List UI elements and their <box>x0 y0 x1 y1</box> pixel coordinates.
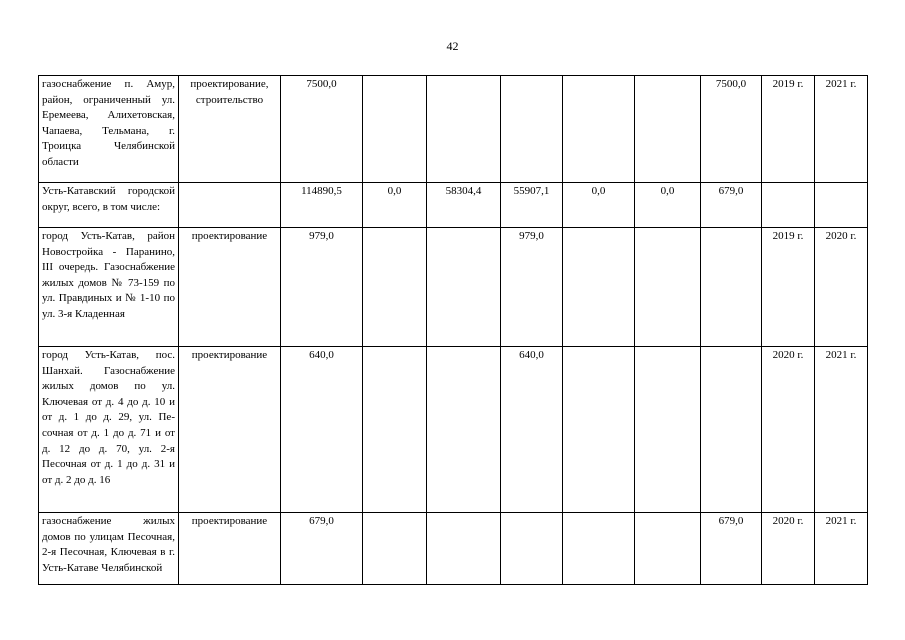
object-description: газоснабжение п. Амур, район, ограниченный ул. Еремеева, Алихетовская, Чапаева, Тельмана, г. Троицка Челябинской области <box>39 76 179 183</box>
value-col-6: 7500,0 <box>701 76 762 183</box>
start-year <box>762 183 815 228</box>
object-description: Усть-Катавский городской округ, всего, в том числе: <box>39 183 179 228</box>
object-description: город Усть-Катав, пос. Шанхай. Газоснабжение жилых домов по ул. Ключевая от д. 4 до д. 10 и от д. 1 до д. 29, ул. Песочная от д. 1 до д. 71 и от д. 12 до д. 70, ул. 2-я Песочная от д. 1 до д. 31 и от д. 2 до д. 16 <box>39 347 179 513</box>
value-col-3: 640,0 <box>501 347 563 513</box>
work-type <box>179 183 281 228</box>
value-col-5 <box>635 228 701 347</box>
value-col-6: 679,0 <box>701 183 762 228</box>
value-col-3 <box>501 76 563 183</box>
total-value: 979,0 <box>281 228 363 347</box>
value-col-5 <box>635 347 701 513</box>
value-col-5: 0,0 <box>635 183 701 228</box>
value-col-3: 979,0 <box>501 228 563 347</box>
value-col-2 <box>427 228 501 347</box>
table-row <box>39 513 868 585</box>
start-year: 2020 г. <box>762 347 815 513</box>
work-type: проектирование <box>179 228 281 347</box>
value-col-1 <box>363 347 427 513</box>
total-value: 114890,5 <box>281 183 363 228</box>
end-year: 2021 г. <box>815 513 868 585</box>
table-row <box>39 183 868 228</box>
value-col-4: 0,0 <box>563 183 635 228</box>
work-type: проектирование, строительство <box>179 76 281 183</box>
value-col-2: 58304,4 <box>427 183 501 228</box>
end-year <box>815 183 868 228</box>
end-year: 2021 г. <box>815 76 868 183</box>
value-col-1 <box>363 513 427 585</box>
object-description: газоснабжение жилых домов по улицам Песочная, 2-я Песочная, Ключевая в г. Усть-Катаве Челябинской <box>39 513 179 585</box>
value-col-5 <box>635 76 701 183</box>
value-col-5 <box>635 513 701 585</box>
value-col-6: 679,0 <box>701 513 762 585</box>
value-col-3: 55907,1 <box>501 183 563 228</box>
value-col-6 <box>701 347 762 513</box>
value-col-1 <box>363 76 427 183</box>
total-value: 679,0 <box>281 513 363 585</box>
work-type: проектирование <box>179 513 281 585</box>
start-year: 2020 г. <box>762 513 815 585</box>
value-col-1: 0,0 <box>363 183 427 228</box>
value-col-2 <box>427 347 501 513</box>
value-col-6 <box>701 228 762 347</box>
value-col-4 <box>563 513 635 585</box>
end-year: 2020 г. <box>815 228 868 347</box>
value-col-2 <box>427 513 501 585</box>
end-year: 2021 г. <box>815 347 868 513</box>
value-col-4 <box>563 228 635 347</box>
value-col-4 <box>563 76 635 183</box>
object-description: город Усть-Катав, район Новостройка - Паранино, III очередь. Газоснабжение жилых домов № 73-159 по ул. Правдиных и № 1-10 по ул. 3-я Кладенная <box>39 228 179 347</box>
table-row <box>39 76 868 183</box>
start-year: 2019 г. <box>762 76 815 183</box>
value-col-1 <box>363 228 427 347</box>
work-type: проектирование <box>179 347 281 513</box>
table-row <box>39 228 868 347</box>
value-col-4 <box>563 347 635 513</box>
page-number: 42 <box>446 39 459 53</box>
table-row <box>39 347 868 513</box>
total-value: 7500,0 <box>281 76 363 183</box>
value-col-3 <box>501 513 563 585</box>
total-value: 640,0 <box>281 347 363 513</box>
start-year: 2019 г. <box>762 228 815 347</box>
investment-table <box>38 75 868 585</box>
value-col-2 <box>427 76 501 183</box>
